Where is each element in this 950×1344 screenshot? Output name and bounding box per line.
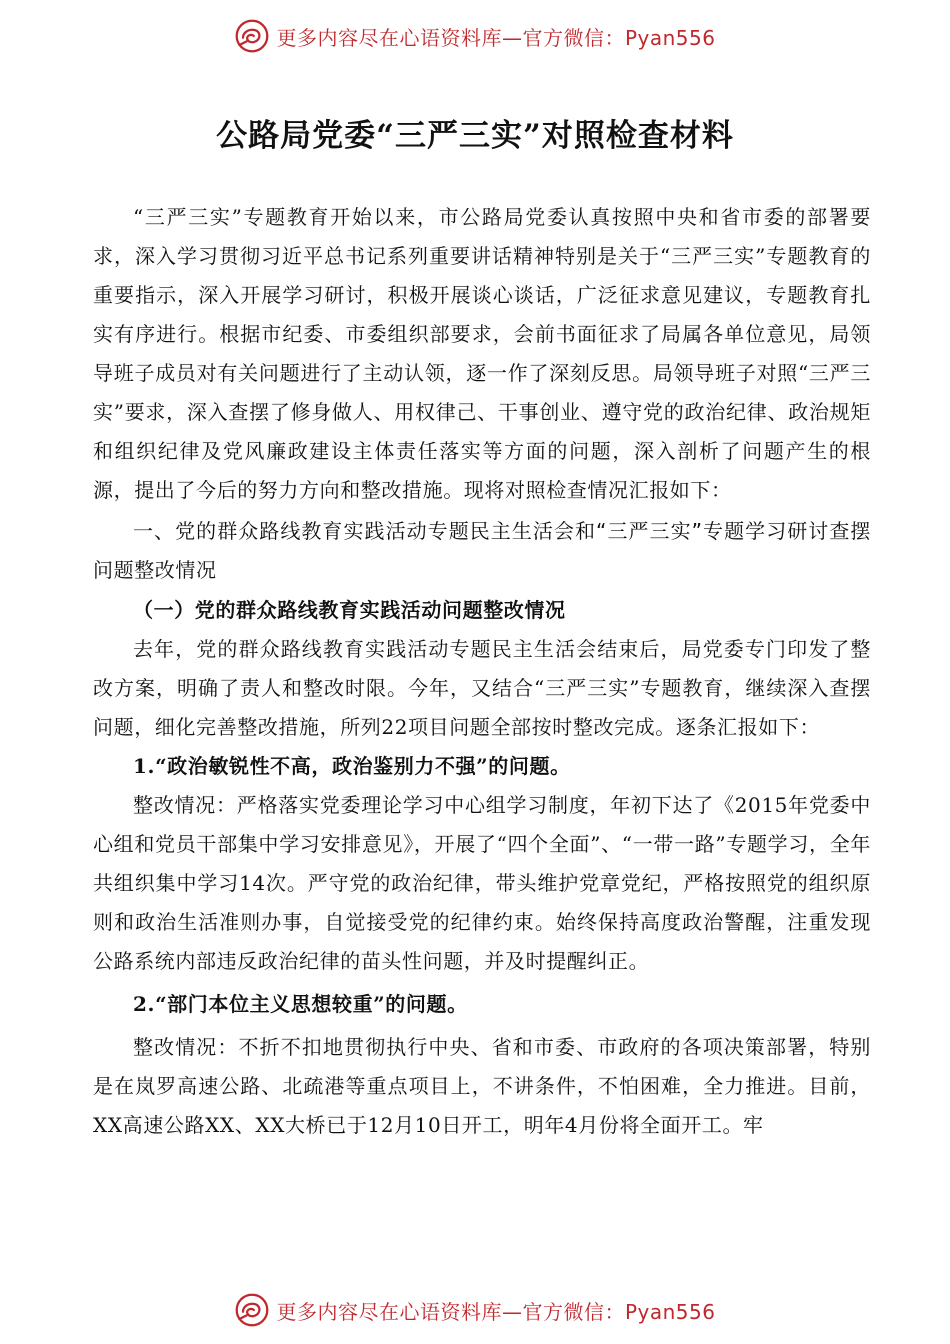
watermark-banner-top <box>0 16 950 56</box>
section-heading: 一、党的群众路线教育实践活动专题民主生活会和“三严三实”专题学习研讨查摆问题整改情况 <box>93 519 871 582</box>
intro-paragraph: “三严三实”专题教育开始以来，市公路局党委认真按照中央和省市委的部署要求，深入学习贯彻习近平总书记系列重要讲话精神特别是关于“三严三实”专题教育的重要指示，深入开展学习研讨，积极开展谈心谈话，广泛征求意见建议，专题教育扎实有序进行。根据市纪委、市委组织部要求，会前书面征求了局属各单位意见，局领导班子成员对有关问题进行了主动认领，逐一作了深刻反思。局领导班子对照“三严三实”要求，深入查摆了修身做人、用权律己、干事创业、遵守党的政治纪律、政治规矩和组织纪律及党风廉政建设主体责任落实等方面的问题，深入剖析了问题产生的根源，提出了今后的努力方向和整改措施。现将对照检查情况汇报如下： <box>93 205 871 502</box>
cloud-swirl-logo-icon <box>234 1292 270 1328</box>
item-body-1: 整改情况：严格落实党委理论学习中心组学习制度，年初下达了《2015年党委中心组和党员干部集中学习安排意见》，开展了“四个全面”、“一带一路”专题学习，全年共组织集中学习14次。严守党的政治纪律，带头维护党章党纪，严格按照党的组织原则和政治生活准则办事，自觉接受党的纪律约束。始终保持高度政治警醒，注重发现公路系统内部违反政治纪律的苗头性问题，并及时提醒纠正。 <box>93 793 871 973</box>
item-body-2: 整改情况：不折不扣地贯彻执行中央、省和市委、市政府的各项决策部署，特别是在岚罗高速公路、北疏港等重点项目上，不讲条件，不怕困难，全力推进。目前，XX高速公路XX、XX大桥已于12月10日开工，明年4月份将全面开工。牢 <box>93 1035 871 1137</box>
watermark-text: 更多内容尽在心语资料库—官方微信：Pyan556 <box>276 25 716 50</box>
item-heading-2: 2.“部门本位主义思想较重”的问题。 <box>133 992 468 1016</box>
watermark-banner-bottom <box>0 1290 950 1330</box>
cloud-swirl-logo-icon <box>234 18 270 54</box>
item-heading-1: 1.“政治敏锐性不高，政治鉴别力不强”的问题。 <box>133 754 571 778</box>
subsection-heading: （一）党的群众路线教育实践活动问题整改情况 <box>133 598 566 622</box>
subsection-intro-paragraph: 去年，党的群众路线教育实践活动专题民主生活会结束后，局党委专门印发了整改方案，明确了责人和整改时限。今年，又结合“三严三实”专题教育，继续深入查摆问题，细化完善整改措施，所列22项目问题全部按时整改完成。逐条汇报如下： <box>93 637 871 739</box>
document-body <box>93 198 871 1145</box>
watermark-text: 更多内容尽在心语资料库—官方微信：Pyan556 <box>276 1299 716 1324</box>
document-title: 公路局党委“三严三实”对照检查材料 <box>216 118 734 154</box>
